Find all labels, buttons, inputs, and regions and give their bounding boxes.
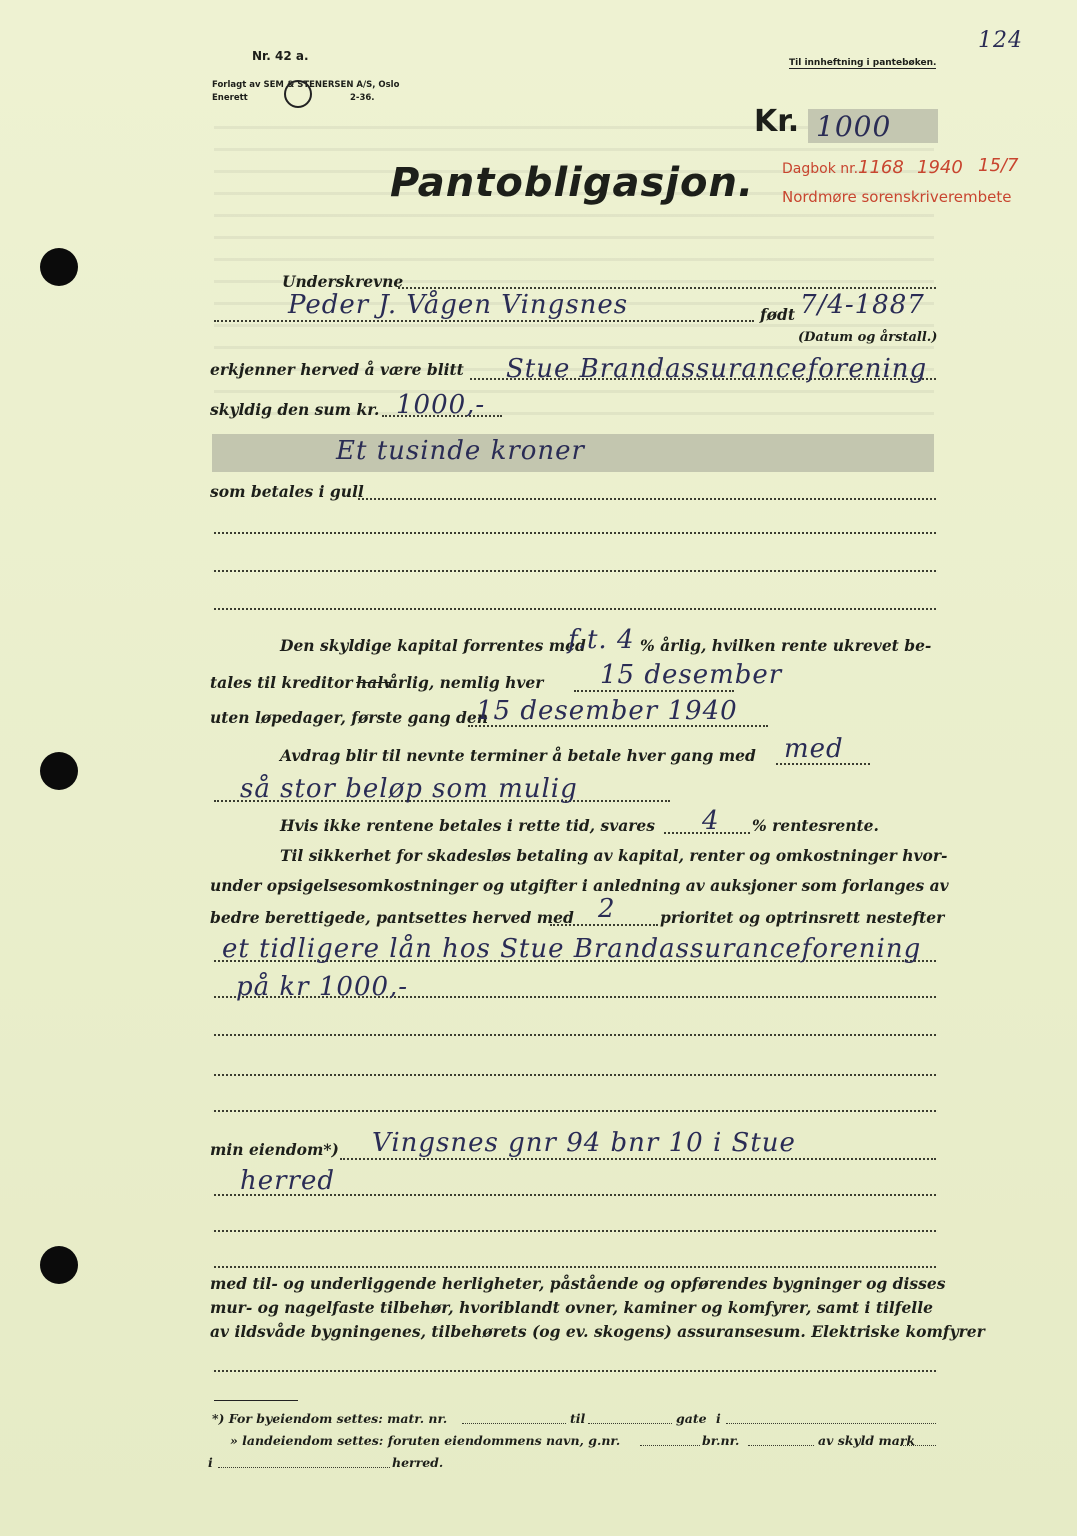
footnote-l3-b: herred. <box>392 1455 444 1470</box>
amount-value: 1000 <box>816 110 892 143</box>
prior-loan-line2: på kr 1000,- <box>236 972 409 1002</box>
interest-line2-b: årlig, nemlig hver <box>388 673 544 692</box>
stamp-date: 15/7 <box>978 155 1019 176</box>
security-line1: Til sikkerhet for skadesløs betaling av kapital, renter og omkostninger hvor- <box>280 846 948 865</box>
property-line2: herred <box>240 1166 336 1196</box>
gold-dotline-3 <box>214 570 936 572</box>
document-title: Pantobligasjon. <box>390 160 755 206</box>
footnote-rule <box>214 1400 298 1401</box>
footnote-l2-b: br.nr. <box>702 1433 740 1448</box>
interest-line1-b: % årlig, hvilken rente ukrevet be- <box>640 636 932 655</box>
binder-hole-bottom <box>40 1246 78 1284</box>
stamp-dagbok-label: Dagbok nr. <box>782 161 859 177</box>
security-line2: under opsigelsesomkostninger og utgifter i anledning av auksjoner som forlanges av <box>210 876 949 895</box>
form-number: Nr. 42 a. <box>252 49 309 63</box>
footnote-dotline-2 <box>588 1423 672 1424</box>
gold-dotline-1 <box>358 498 936 500</box>
gold-dotline-2 <box>214 532 936 534</box>
undersigned-dotline <box>398 287 936 289</box>
footnote-l1-c: gate <box>676 1411 707 1426</box>
acknowledge-label: erkjenner herved å være blitt <box>210 360 464 379</box>
stamp-office: Nordmøre sorenskriverembete <box>782 188 1012 206</box>
interest-rate: f.t. 4 <box>568 625 635 655</box>
footnote-l3-a: i <box>208 1455 213 1470</box>
publisher-rights: Enerett <box>212 93 248 103</box>
gold-label: som betales i gull <box>210 482 364 501</box>
security-line3-b: prioritet og optrinsrett nestefter <box>660 908 945 927</box>
stamp-dagbok-number: 1168 <box>858 157 904 178</box>
interest-line3-a: uten løpedager, første gang den <box>210 708 488 727</box>
property-dotline-1 <box>340 1158 936 1160</box>
footnote-l1-b: til <box>570 1411 586 1426</box>
closing-line3: av ildsvåde bygningenes, tilbehørets (og ev. skogens) assuransesum. Elektriske komfyrer <box>210 1322 985 1341</box>
footnote-dotline-3 <box>726 1423 936 1424</box>
property-line1: Vingsnes gnr 94 bnr 10 i Stue <box>372 1128 796 1158</box>
property-label: min eiendom*) <box>210 1140 339 1159</box>
born-label: født <box>760 305 796 324</box>
blank-dotline-3 <box>214 1110 936 1112</box>
publisher-date: 2-36. <box>350 93 375 103</box>
property-dotline-4 <box>214 1266 936 1268</box>
security-priority: 2 <box>598 894 616 924</box>
publisher-logo-icon <box>284 80 312 108</box>
interest-line2-struck: halv <box>356 673 393 692</box>
owe-label: skyldig den sum kr. <box>210 400 380 419</box>
interest-line2-a: tales til kreditor <box>210 673 353 692</box>
amount-words: Et tusinde kroner <box>336 436 585 466</box>
footnote-l2-c: av skyld mark <box>818 1433 916 1448</box>
born-value: 7/4-1887 <box>800 290 925 320</box>
footnote-l1-a: *) For byeiendom settes: matr. nr. <box>212 1411 448 1426</box>
publisher-line: Forlagt av SEM & STENERSEN A/S, Oslo <box>212 80 400 90</box>
undersigned-label: Underskrevne <box>282 272 404 291</box>
due-dotline <box>574 690 734 692</box>
footnote-dotline-4 <box>640 1445 700 1446</box>
footnote-l1-d: i <box>716 1411 721 1426</box>
binder-hole-top <box>40 248 78 286</box>
blank-dotline-2 <box>214 1074 936 1076</box>
interest-line5-a: Hvis ikke rentene betales i rette tid, svares <box>280 816 656 835</box>
footnote-dotline-1 <box>462 1423 566 1424</box>
footnote-dotline-5 <box>748 1445 814 1446</box>
binder-hole-middle <box>40 752 78 790</box>
security-line3-a: bedre berettigede, pantsettes herved med <box>210 908 574 927</box>
born-hint: (Datum og årstall.) <box>798 330 938 345</box>
footnote-l2-a: » landeiendom settes: foruten eiendommens navn, g.nr. <box>230 1433 621 1448</box>
closing-dotline <box>214 1370 936 1372</box>
priority-dotline <box>550 924 658 926</box>
creditor-name: Stue Brandassuranceforening <box>506 354 928 384</box>
interest-line4-a: Avdrag blir til nevnte terminer å betale hver gang med <box>280 746 756 765</box>
instalment-value: med <box>784 734 844 764</box>
penalty-rate: 4 <box>702 806 720 836</box>
gold-dotline-4 <box>214 608 936 610</box>
blank-dotline-1 <box>214 1034 936 1036</box>
interest-line1-a: Den skyldige kapital forrentes med <box>280 636 586 655</box>
binding-note: Til innheftning i pantebøken. <box>789 58 937 68</box>
footnote-dotline-6 <box>900 1445 936 1446</box>
interest-due: 15 desember <box>600 660 783 690</box>
instalment-continuation: så stor beløp som mulig <box>240 774 578 804</box>
name-dotline <box>214 320 754 322</box>
owe-amount: 1000,- <box>396 390 486 420</box>
interest-line5-b: % rentesrente. <box>752 816 879 835</box>
closing-line1: med til- og underliggende herligheter, påstående og opførendes bygninger og disses <box>210 1274 946 1293</box>
page-number: 124 <box>978 28 1023 53</box>
stamp-year: 1940 <box>917 157 963 178</box>
footnote-dotline-7 <box>218 1467 390 1468</box>
property-dotline-3 <box>214 1230 936 1232</box>
kr-label: Kr. <box>754 104 800 139</box>
undersigned-name: Peder J. Vågen Vingsnes <box>288 290 629 320</box>
closing-line2: mur- og nagelfaste tilbehør, hvoriblandt ovner, kaminer og komfyrer, samt i tilfelle <box>210 1298 933 1317</box>
prior-loan-line1: et tidligere lån hos Stue Brandassuranceforening <box>222 934 922 964</box>
interest-first-due: 15 desember 1940 <box>476 696 738 726</box>
